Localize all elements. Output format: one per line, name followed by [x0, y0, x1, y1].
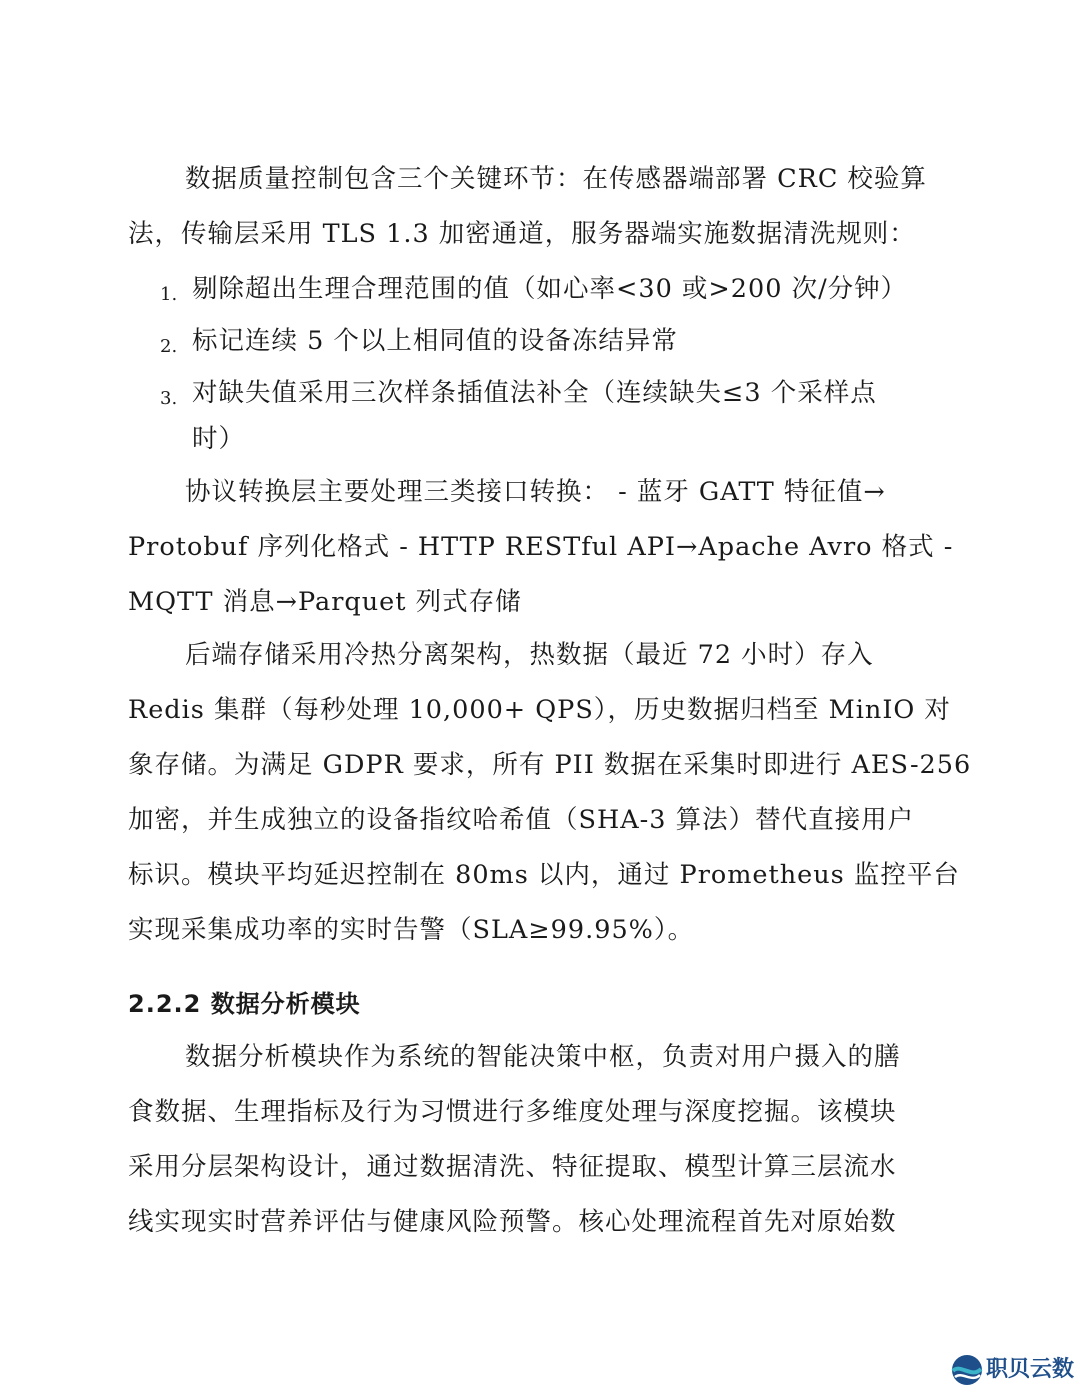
paragraph-line: 数据质量控制包含三个关键环节：在传感器端部署 CRC 校验算 — [185, 164, 927, 194]
globe-logo-icon — [950, 1353, 984, 1387]
list-item-text: 时） — [192, 424, 246, 454]
paragraph-line: 标识。模块平均延迟控制在 80ms 以内，通过 Prometheus 监控平台 — [128, 860, 960, 890]
list-item-text: 标记连续 5 个以上相同值的设备冻结异常 — [192, 326, 678, 356]
list-item-number: 1. — [160, 284, 178, 305]
list-item-number: 3. — [160, 388, 178, 409]
paragraph-line: Redis 集群（每秒处理 10,000+ QPS），历史数据归档至 MinIO 对 — [128, 695, 951, 725]
list-item-text: 对缺失值采用三次样条插值法补全（连续缺失≤3 个采样点 — [192, 378, 877, 408]
paragraph-line: 协议转换层主要处理三类接口转换： - 蓝牙 GATT 特征值→ — [185, 477, 886, 507]
brand-logo — [950, 1351, 1076, 1391]
brand-logo-text: 职贝云数 — [986, 1357, 1075, 1382]
paragraph-line: 数据分析模块作为系统的智能决策中枢，负责对用户摄入的膳 — [185, 1042, 901, 1072]
paragraph-line: Protobuf 序列化格式 - HTTP RESTful API→Apache Avro 格式 - — [128, 532, 954, 562]
section-heading: 2.2.2 数据分析模块 — [128, 990, 361, 1018]
paragraph-line: 象存储。为满足 GDPR 要求，所有 PII 数据在采集时即进行 AES-256 — [128, 750, 972, 780]
paragraph-line: 实现采集成功率的实时告警（SLA≥99.95%）。 — [128, 915, 695, 945]
paragraph-line: 食数据、生理指标及行为习惯进行多维度处理与深度挖掘。该模块 — [128, 1097, 897, 1127]
paragraph-line: 后端存储采用冷热分离架构，热数据（最近 72 小时）存入 — [185, 640, 874, 670]
paragraph-line: 加密，并生成独立的设备指纹哈希值（SHA-3 算法）替代直接用户 — [128, 805, 915, 835]
list-item-number: 2. — [160, 336, 178, 357]
paragraph-line: 线实现实时营养评估与健康风险预警。核心处理流程首先对原始数 — [128, 1207, 897, 1237]
list-item-text: 剔除超出生理合理范围的值（如心率<30 或>200 次/分钟） — [192, 274, 908, 304]
paragraph-line: 采用分层架构设计，通过数据清洗、特征提取、模型计算三层流水 — [128, 1152, 897, 1182]
paragraph-line: MQTT 消息→Parquet 列式存储 — [128, 587, 522, 617]
paragraph-line: 法，传输层采用 TLS 1.3 加密通道，服务器端实施数据清洗规则： — [128, 219, 916, 249]
